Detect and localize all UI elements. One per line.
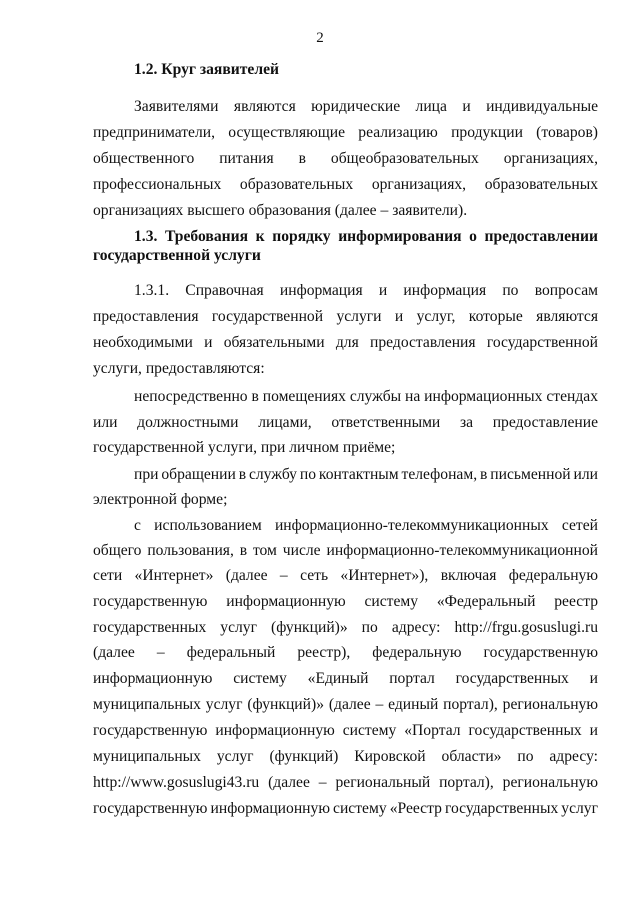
paragraph-line: общего пользования, в том числе информационно-телекоммуникационной bbox=[93, 542, 598, 559]
paragraph-line: 1.3.1. Справочная информация и информация по вопросам bbox=[134, 282, 598, 299]
paragraph-line: при обращении в службу по контактным телефонам, в письменной или bbox=[134, 466, 598, 483]
paragraph-line: услуги, предоставляются: bbox=[93, 360, 265, 377]
paragraph-line: необходимыми и обязательными для предоставления государственной bbox=[93, 334, 598, 351]
page-number: 2 bbox=[316, 30, 324, 46]
paragraph-line: информационную систему «Единый портал государственных и bbox=[93, 670, 598, 687]
paragraph-line: государственную информационную систему «Федеральный реестр bbox=[93, 593, 598, 610]
paragraph-line: государственную информационную систему «Реестр государственных услуг bbox=[93, 800, 598, 817]
paragraph-line: профессиональных образовательных организациях, образовательных bbox=[93, 176, 598, 193]
paragraph-line: организациях высшего образования (далее – заявители). bbox=[93, 202, 468, 219]
section-heading-1-2: 1.2. Круг заявителей bbox=[134, 61, 279, 78]
paragraph-line: (далее – федеральный реестр), федеральную государственную bbox=[93, 644, 598, 661]
paragraph-line: непосредственно в помещениях службы на информационных стендах bbox=[134, 388, 598, 405]
section-heading-1-3-cont: государственной услуги bbox=[93, 247, 261, 264]
paragraph-line: предприниматели, осуществляющие реализацию продукции (товаров) bbox=[93, 124, 598, 141]
paragraph-line: муниципальных услуг (функций) Кировской области» по адресу: bbox=[93, 748, 598, 765]
paragraph-line: предоставления государственной услуги и услуг, которые являются bbox=[93, 308, 598, 325]
paragraph-line: государственных услуг (функций)» по адресу: http://frgu.gosuslugi.ru bbox=[93, 619, 598, 636]
paragraph-line: с использованием информационно-телекоммуникационных сетей bbox=[134, 517, 598, 534]
section-heading-1-3: 1.3. Требования к порядку информирования о предоставлении bbox=[134, 228, 598, 245]
paragraph-line: общественного питания в общеобразовательных организациях, bbox=[93, 150, 598, 167]
paragraph-line: Заявителями являются юридические лица и индивидуальные bbox=[134, 98, 598, 115]
paragraph-line: государственной услуги, при личном приёме; bbox=[93, 439, 396, 456]
paragraph-line: http://www.gosuslugi43.ru (далее – региональный портал), региональную bbox=[93, 774, 598, 791]
paragraph-line: сети «Интернет» (далее – сеть «Интернет»), включая федеральную bbox=[93, 567, 598, 584]
paragraph-line: или должностными лицами, ответственными за предоставление bbox=[93, 414, 598, 431]
paragraph-line: государственную информационную систему «Портал государственных и bbox=[93, 722, 598, 739]
paragraph-line: муниципальных услуг (функций)» (далее – единый портал), региональную bbox=[93, 696, 598, 713]
paragraph-line: электронной форме; bbox=[93, 491, 228, 508]
